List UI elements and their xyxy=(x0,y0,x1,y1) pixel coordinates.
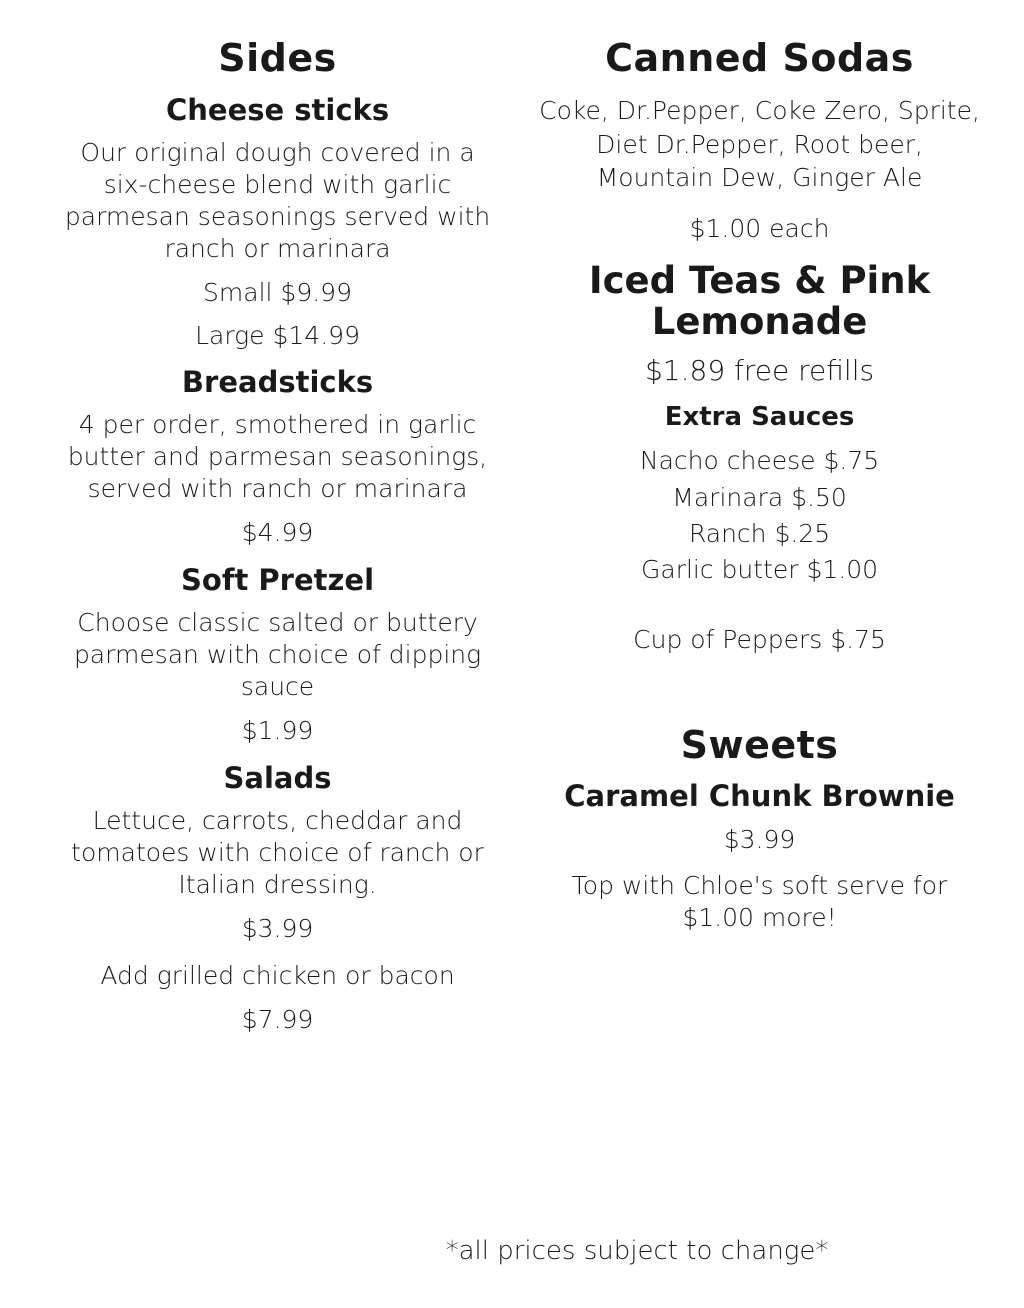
sweets-heading: Sweets xyxy=(680,722,839,767)
cup-of-peppers: Cup of Peppers $.75 xyxy=(633,625,886,655)
menu-item-breadsticks xyxy=(55,366,500,550)
item-price: $4.99 xyxy=(241,518,314,548)
item-name: Cheese sticks xyxy=(165,92,390,127)
item-price: $1.99 xyxy=(241,716,314,746)
sauce-item: Ranch $.25 xyxy=(688,518,831,548)
item-addon-price: $7.99 xyxy=(241,1004,314,1034)
item-price-small: Small $9.99 xyxy=(203,278,352,308)
canned-sodas-heading: Canned Sodas xyxy=(605,36,914,80)
iced-teas-price: $1.89 free refills xyxy=(644,354,875,388)
item-addon: Add grilled chicken or bacon xyxy=(100,960,455,990)
sweets-item-addon: Top with Chloe's soft serve for $1.00 more! xyxy=(571,871,948,933)
section-canned-sodas xyxy=(535,38,984,246)
item-name: Salads xyxy=(223,760,332,795)
item-description: Choose classic salted or buttery parmesan with choice of dipping sauce xyxy=(73,608,482,702)
spacer xyxy=(535,588,984,622)
footer-disclaimer xyxy=(0,1236,1024,1266)
sweets-item-name: Caramel Chunk Brownie xyxy=(564,779,955,814)
item-description: 4 per order, smothered in garlic butter and parmesan seasonings, served with ranch or marinara xyxy=(67,410,488,504)
sides-heading: Sides xyxy=(218,36,337,80)
drinks-sweets-column xyxy=(525,30,994,946)
spacer xyxy=(535,659,984,717)
extra-sauces-heading: Extra Sauces xyxy=(664,402,855,433)
iced-teas-heading: Iced Teas & Pink Lemonade xyxy=(588,258,931,343)
section-sweets xyxy=(535,722,984,935)
canned-sodas-list: Coke, Dr.Pepper, Coke Zero, Sprite, Diet Dr.Pepper, Root beer, Mountain Dew, Ginger Ale xyxy=(539,95,980,193)
item-description: Our original dough covered in a six-cheese blend with garlic parmesan seasonings served with ranch or marinara xyxy=(64,138,491,264)
sauce-item: Nacho cheese $.75 xyxy=(639,446,880,476)
menu-item-cheese-sticks xyxy=(55,94,500,352)
menu-item-soft-pretzel xyxy=(55,564,500,748)
section-extra-sauces xyxy=(535,403,984,658)
canned-sodas-price: $1.00 each xyxy=(689,214,830,244)
sides-column xyxy=(30,30,525,1050)
item-name: Soft Pretzel xyxy=(181,562,375,597)
sweets-item-price: $3.99 xyxy=(723,824,796,854)
sauce-item: Garlic butter $1.00 xyxy=(641,555,879,585)
item-description: Lettuce, carrots, cheddar and tomatoes with choice of ranch or Italian dressing. xyxy=(71,806,484,900)
item-name: Breadsticks xyxy=(181,365,374,400)
sauce-item: Marinara $.50 xyxy=(672,482,847,512)
item-price: $3.99 xyxy=(241,914,314,944)
menu-item-salads xyxy=(55,762,500,1036)
footer-disclaimer-text: *all prices subject to change* xyxy=(445,1236,829,1266)
item-price-large: Large $14.99 xyxy=(195,320,360,350)
section-iced-teas xyxy=(535,260,984,388)
